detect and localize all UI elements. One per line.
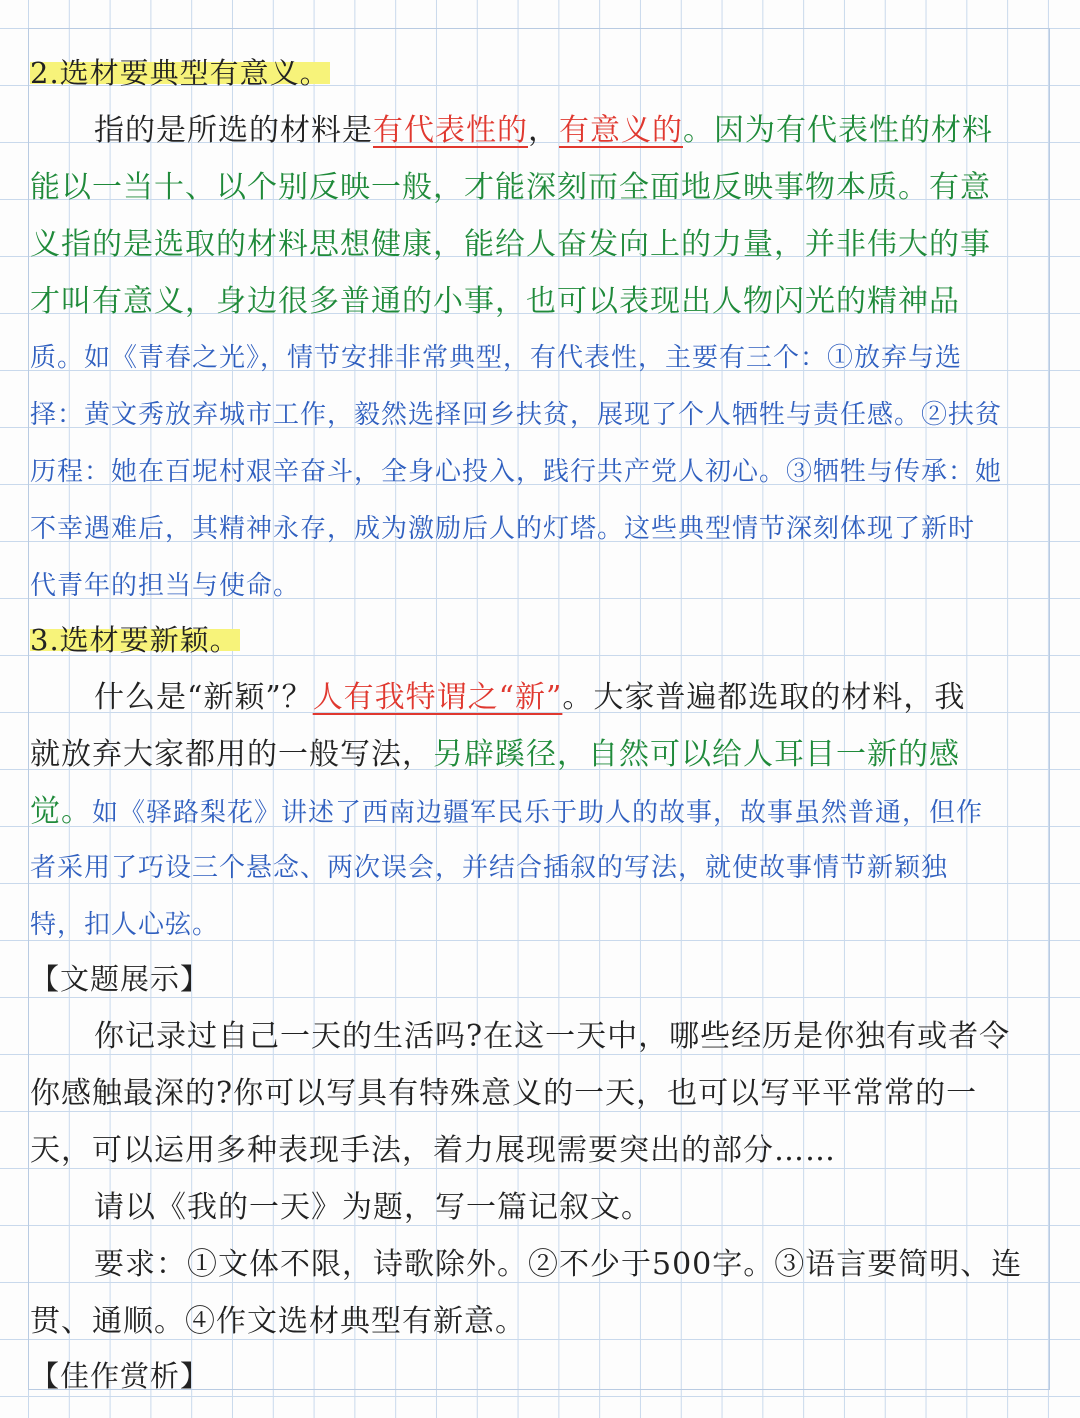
section2-heading-line bbox=[30, 45, 1050, 102]
keyword-representative: 有代表性的 bbox=[373, 113, 528, 148]
section2-line-7: 历程：她在百坭村艰辛奋斗，全身心投入，践行共产党人初心。③牺牲与传承：她 bbox=[30, 457, 1003, 487]
section3-line2-green: 另辟蹊径，自然可以给人耳目一新的感 bbox=[433, 737, 960, 772]
section2-line-2: 能以一当十、以个别反映一般，才能深刻而全面地反映事物本质。有意 bbox=[30, 170, 991, 205]
prompt-line-2: 你感触最深的?你可以写具有特殊意义的一天，也可以写平平常常的一 bbox=[30, 1076, 978, 1111]
section2-line-1 bbox=[30, 102, 1050, 159]
analysis-heading-line bbox=[30, 1348, 1050, 1405]
section3-line1-b: 。大家普遍都选取的材料，我 bbox=[562, 680, 966, 715]
prompt-heading: 【文题展示】 bbox=[30, 962, 211, 996]
prompt-line-5: 要求：①文体不限，诗歌除外。②不少于500字。③语言要简明、连 bbox=[94, 1247, 1023, 1282]
section3-line1-a: 什么是“新颖”？ bbox=[94, 680, 313, 715]
section2-heading: 2.选材要典型有意义。 bbox=[30, 56, 330, 90]
section2-line-8: 不幸遇难后，其精神永存，成为激励后人的灯塔。这些典型情节深刻体现了新时 bbox=[30, 514, 976, 544]
section2-line-4: 才叫有意义，身边很多普通的小事，也可以表现出人物闪光的精神品 bbox=[30, 284, 960, 319]
section3-line-1 bbox=[30, 669, 1050, 726]
prompt-line-6: 贯、通顺。④作文选材典型有新意。 bbox=[30, 1304, 526, 1339]
section3-line-2 bbox=[30, 726, 1050, 783]
prompt-line-4: 请以《我的一天》为题，写一篇记叙文。 bbox=[94, 1190, 652, 1225]
section3-line-5: 特，扣人心弦。 bbox=[30, 910, 220, 940]
section3-heading-line bbox=[30, 612, 1050, 669]
prompt-heading-line bbox=[30, 951, 1050, 1008]
section3-line-4: 者采用了巧设三个悬念、两次误会，并结合插叙的写法，就使故事情节新颖独 bbox=[30, 853, 949, 883]
section3-line-3 bbox=[30, 783, 1050, 840]
comma: ， bbox=[528, 113, 559, 148]
analysis-heading: 【佳作赏析】 bbox=[30, 1359, 211, 1393]
section2-line-9: 代青年的担当与使命。 bbox=[30, 571, 301, 601]
section3-line3-blue: 如《驿路梨花》讲述了西南边疆军民乐于助人的故事，故事虽然普通，但作 bbox=[92, 798, 984, 828]
section3-line2-a: 就放弃大家都用的一般写法， bbox=[30, 737, 433, 772]
prompt-line-3: 天，可以运用多种表现手法，着力展现需要突出的部分…… bbox=[30, 1133, 836, 1168]
section2-line1-text: 指的是所选的材料是 bbox=[94, 113, 373, 148]
section2-line-6: 择：黄文秀放弃城市工作，毅然选择回乡扶贫，展现了个人牺牲与责任感。②扶贫 bbox=[30, 400, 1003, 430]
keyword-meaningful: 有意义的 bbox=[559, 113, 683, 148]
keyword-new-definition: 人有我特谓之“新” bbox=[312, 680, 563, 715]
section2-line-5: 质。如《青春之光》，情节安排非常典型，有代表性，主要有三个：①放弃与选 bbox=[30, 343, 963, 373]
section3-heading: 3.选材要新颖。 bbox=[30, 623, 240, 657]
section2-line-3: 义指的是选取的材料思想健康，能给人奋发向上的力量，并非伟大的事 bbox=[30, 227, 991, 262]
prompt-line-1: 你记录过自己一天的生活吗?在这一天中，哪些经历是你独有或者令 bbox=[94, 1019, 1011, 1054]
section2-line1-green: 。因为有代表性的材料 bbox=[683, 113, 993, 148]
section3-line3-green: 觉。 bbox=[30, 794, 92, 829]
